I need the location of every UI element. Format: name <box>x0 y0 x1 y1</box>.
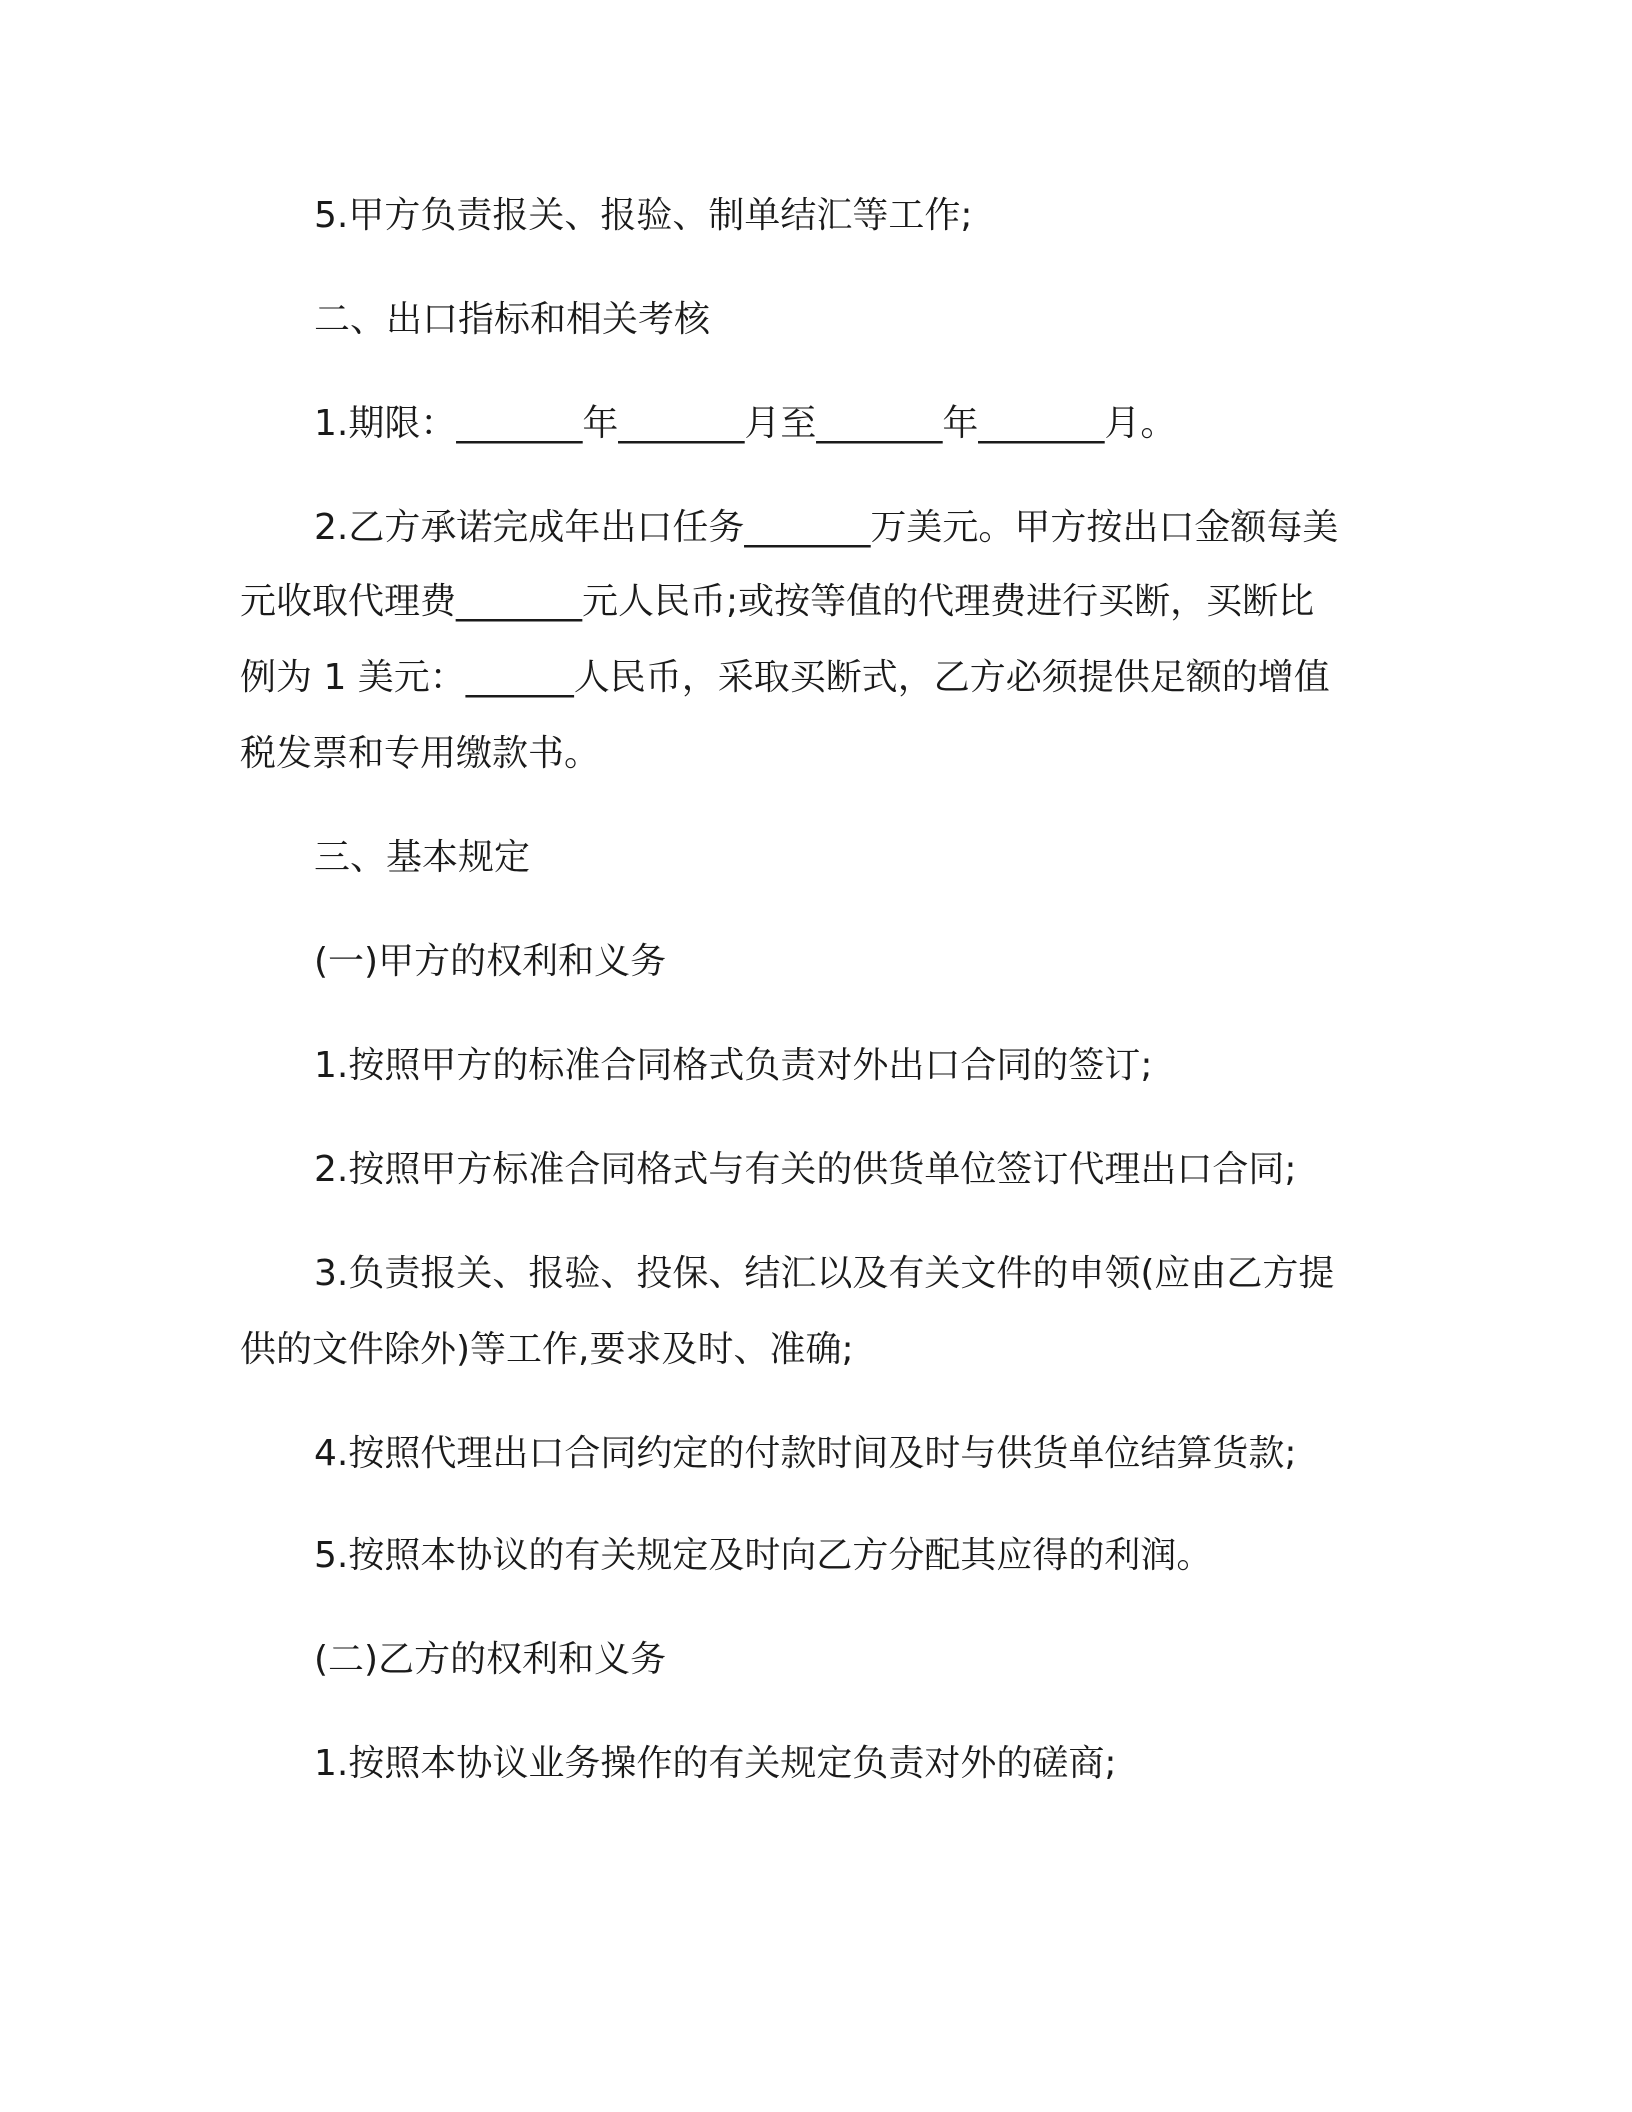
section-2-heading: 二、出口指标和相关考核 <box>314 299 711 340</box>
clause-a5: 5.甲方负责报关、报验、制单结汇等工作; <box>314 195 973 236</box>
subsection-a-heading: (一)甲方的权利和义务 <box>314 941 667 982</box>
clause-3a-1: 1.按照甲方的标准合同格式负责对外出口合同的签订; <box>314 1045 1153 1086</box>
clause-3a-4: 4.按照代理出口合同约定的付款时间及时与供货单位结算货款; <box>314 1433 1297 1474</box>
clause-3a-2: 2.按照甲方标准合同格式与有关的供货单位签订代理出口合同; <box>314 1149 1297 1190</box>
clause-2-1: 1.期限：_______年_______月至_______年_______月。 <box>314 403 1177 444</box>
clause-2-2-line2: 元收取代理费_______元人民币;或按等值的代理费进行买断，买断比 <box>240 581 1315 622</box>
clause-3a-5: 5.按照本协议的有关规定及时向乙方分配其应得的利润。 <box>314 1535 1213 1576</box>
clause-3b-1: 1.按照本协议业务操作的有关规定负责对外的磋商; <box>314 1743 1117 1784</box>
clause-2-2-line4: 税发票和专用缴款书。 <box>240 733 601 774</box>
section-3-heading: 三、基本规定 <box>314 837 531 878</box>
clause-3a-3-line2: 供的文件除外)等工作,要求及时、准确; <box>240 1329 854 1370</box>
clause-3a-3-line1: 3.负责报关、报验、投保、结汇以及有关文件的申领(应由乙方提 <box>314 1253 1335 1294</box>
subsection-b-heading: (二)乙方的权利和义务 <box>314 1639 667 1680</box>
clause-2-2-line1: 2.乙方承诺完成年出口任务_______万美元。甲方按出口金额每美 <box>314 507 1339 548</box>
clause-2-2-line3: 例为 1 美元：______人民币，采取买断式，乙方必须提供足额的增值 <box>240 657 1330 698</box>
